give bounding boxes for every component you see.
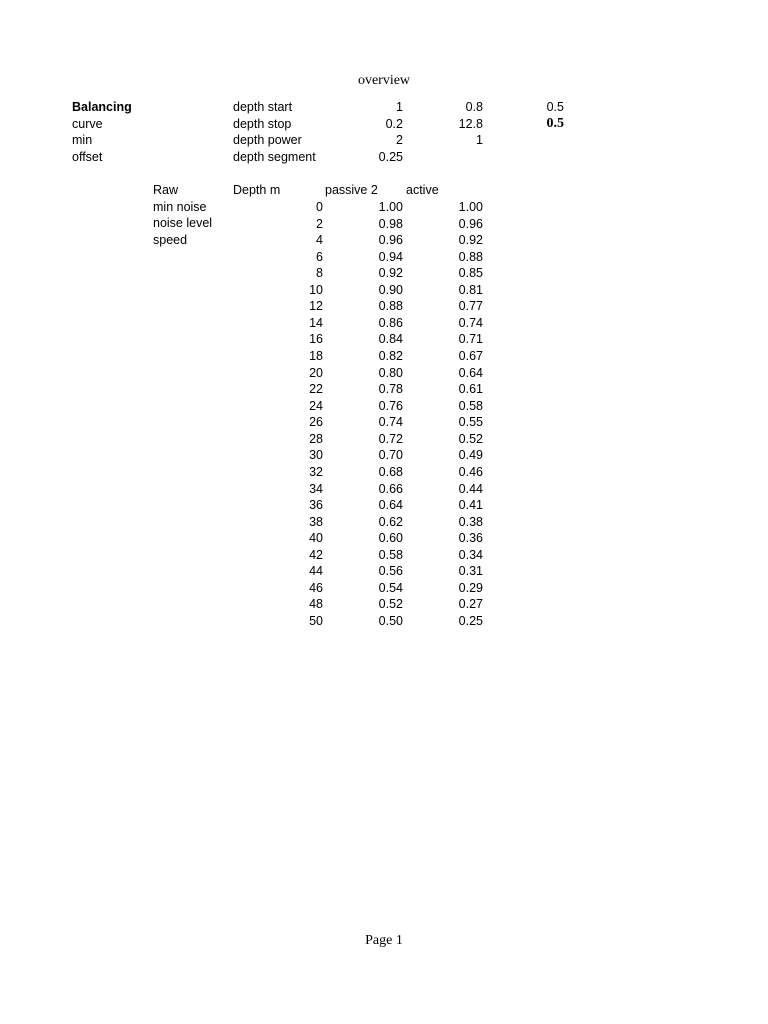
passive-cell: 0.64 xyxy=(378,498,403,512)
label-curve: curve xyxy=(72,117,103,131)
label-offset: offset xyxy=(72,150,103,164)
param-depth-power-value-2: 1 xyxy=(476,133,483,147)
passive-cell: 0.52 xyxy=(378,597,403,611)
active-cell: 0.27 xyxy=(458,597,483,611)
active-cell: 0.44 xyxy=(458,482,483,496)
depth-cell: 30 xyxy=(309,448,323,462)
active-cell: 0.96 xyxy=(458,217,483,231)
passive-cell: 0.94 xyxy=(378,250,403,264)
active-cell: 0.61 xyxy=(458,382,483,396)
raw-label-noise-level: noise level xyxy=(153,216,213,230)
passive-cell: 0.80 xyxy=(378,366,403,380)
param-depth-power-value-1: 2 xyxy=(396,133,403,147)
depth-cell: 44 xyxy=(309,564,323,578)
table-header-raw: Raw xyxy=(153,183,179,197)
active-cell: 0.31 xyxy=(458,564,483,578)
passive-cell: 0.58 xyxy=(378,548,403,562)
depth-cell: 26 xyxy=(309,415,323,429)
depth-cell: 18 xyxy=(309,349,323,363)
param-depth-stop-value-3: 0.5 xyxy=(546,116,564,131)
page-title: overview xyxy=(357,73,411,88)
depth-cell: 28 xyxy=(309,432,323,446)
depth-cell: 40 xyxy=(309,531,323,545)
active-cell: 0.88 xyxy=(458,250,483,264)
active-cell: 0.77 xyxy=(458,299,483,313)
depth-cell: 36 xyxy=(309,498,323,512)
depth-cell: 14 xyxy=(309,316,323,330)
depth-cell: 12 xyxy=(309,299,323,313)
depth-cell: 10 xyxy=(309,283,323,297)
passive-cell: 0.56 xyxy=(378,564,403,578)
active-cell: 0.46 xyxy=(458,465,483,479)
passive-cell: 0.66 xyxy=(378,482,403,496)
param-depth-segment-label: depth segment xyxy=(233,150,316,164)
label-balancing: Balancing xyxy=(72,100,132,114)
depth-cell: 22 xyxy=(309,382,323,396)
passive-cell: 1.00 xyxy=(378,200,403,214)
param-depth-start-label: depth start xyxy=(233,100,293,114)
param-depth-start-value-3: 0.5 xyxy=(546,100,564,114)
depth-cell: 8 xyxy=(316,266,323,280)
active-cell: 0.81 xyxy=(458,283,483,297)
table-header-active: active xyxy=(406,183,439,197)
active-cell: 0.58 xyxy=(458,399,483,413)
active-cell: 0.29 xyxy=(458,581,483,595)
passive-cell: 0.54 xyxy=(378,581,403,595)
passive-cell: 0.86 xyxy=(378,316,403,330)
param-depth-stop-value-1: 0.2 xyxy=(385,117,403,131)
passive-cell: 0.68 xyxy=(378,465,403,479)
passive-cell: 0.98 xyxy=(378,217,403,231)
table-header-passive: passive 2 xyxy=(325,183,378,197)
active-cell: 0.25 xyxy=(458,614,483,628)
depth-cell: 32 xyxy=(309,465,323,479)
depth-cell: 50 xyxy=(309,614,323,628)
depth-cell: 6 xyxy=(316,250,323,264)
table-header-depth: Depth m xyxy=(233,183,281,197)
depth-cell: 24 xyxy=(309,399,323,413)
param-depth-segment-value-1: 0.25 xyxy=(378,150,403,164)
param-depth-stop-label: depth stop xyxy=(233,117,292,131)
depth-cell: 48 xyxy=(309,597,323,611)
active-cell: 0.85 xyxy=(458,266,483,280)
active-cell: 0.74 xyxy=(458,316,483,330)
active-cell: 0.67 xyxy=(458,349,483,363)
passive-cell: 0.50 xyxy=(378,614,403,628)
param-depth-start-value-1: 1 xyxy=(396,100,403,114)
param-depth-power-label: depth power xyxy=(233,133,302,147)
active-cell: 0.64 xyxy=(458,366,483,380)
passive-cell: 0.78 xyxy=(378,382,403,396)
raw-label-speed: speed xyxy=(153,233,188,247)
passive-cell: 0.88 xyxy=(378,299,403,313)
passive-cell: 0.82 xyxy=(378,349,403,363)
passive-cell: 0.72 xyxy=(378,432,403,446)
active-cell: 0.49 xyxy=(458,448,483,462)
active-cell: 0.41 xyxy=(458,498,483,512)
passive-cell: 0.70 xyxy=(378,448,403,462)
passive-cell: 0.92 xyxy=(378,266,403,280)
passive-cell: 0.96 xyxy=(378,233,403,247)
param-depth-stop-value-2: 12.8 xyxy=(458,117,483,131)
passive-cell: 0.84 xyxy=(378,332,403,346)
depth-cell: 34 xyxy=(309,482,323,496)
depth-cell: 42 xyxy=(309,548,323,562)
depth-cell: 38 xyxy=(309,515,323,529)
active-cell: 0.52 xyxy=(458,432,483,446)
passive-cell: 0.74 xyxy=(378,415,403,429)
active-cell: 0.36 xyxy=(458,531,483,545)
active-cell: 0.71 xyxy=(458,332,483,346)
active-cell: 0.55 xyxy=(458,415,483,429)
depth-cell: 46 xyxy=(309,581,323,595)
depth-cell: 16 xyxy=(309,332,323,346)
passive-cell: 0.90 xyxy=(378,283,403,297)
active-cell: 0.92 xyxy=(458,233,483,247)
active-cell: 1.00 xyxy=(458,200,483,214)
raw-label-min-noise: min noise xyxy=(153,200,207,214)
depth-cell: 0 xyxy=(316,200,323,214)
passive-cell: 0.76 xyxy=(378,399,403,413)
passive-cell: 0.60 xyxy=(378,531,403,545)
depth-cell: 20 xyxy=(309,366,323,380)
label-min: min xyxy=(72,133,93,147)
active-cell: 0.38 xyxy=(458,515,483,529)
depth-cell: 2 xyxy=(316,217,323,231)
depth-cell: 4 xyxy=(316,233,323,247)
page-footer: Page 1 xyxy=(365,933,403,948)
passive-cell: 0.62 xyxy=(378,515,403,529)
param-depth-start-value-2: 0.8 xyxy=(465,100,483,114)
active-cell: 0.34 xyxy=(458,548,483,562)
